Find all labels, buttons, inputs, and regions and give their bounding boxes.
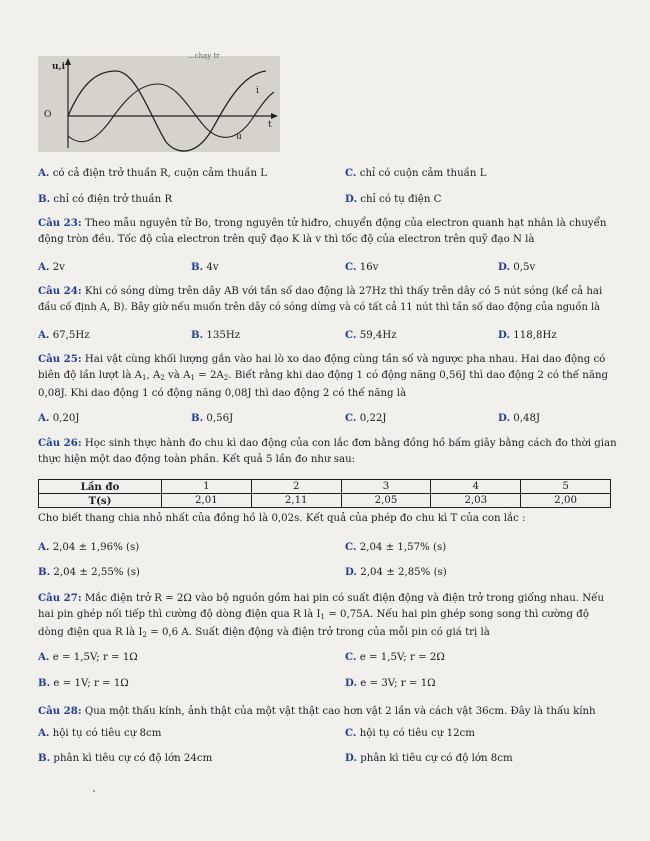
q28-option-a[interactable]: [38, 727, 161, 739]
table-header-cell: Lần đo: [39, 480, 162, 494]
option-letter: D.: [498, 261, 511, 273]
table-cell: 2,00: [521, 494, 611, 508]
option-letter: B.: [38, 193, 51, 205]
q24-option-c[interactable]: [345, 329, 397, 341]
option-text: 0,56J: [206, 413, 234, 424]
question-text: . Biết rằng khi dao động 1 có động năng 0,56J thì dao động 2 có thế năng: [228, 370, 609, 381]
question-text: Hai vật cùng khối lượng gắn vào hai lò xo dao động cùng tần số và ngược pha nhau. Hai dao động có: [84, 354, 606, 365]
option-text: 2,04 ± 1,96% (s): [52, 542, 140, 553]
question-26: [38, 435, 617, 468]
question-number: Câu 23:: [38, 217, 82, 229]
option-text: e = 1V; r = 1Ω: [53, 678, 129, 689]
option-letter: C.: [345, 329, 357, 341]
option-letter: D.: [345, 677, 358, 689]
option-text: e = 1,5V; r = 1Ω: [52, 652, 138, 663]
q25-option-c[interactable]: [345, 412, 387, 424]
option-text: chỉ có tụ điện C: [360, 194, 442, 205]
q23-option-d[interactable]: [498, 261, 535, 273]
option-letter: C.: [345, 541, 357, 553]
question-text: đầu cố định A, B). Bây giờ nếu muốn trên dây có sóng dừng và có tất cả 11 nút thì tần số dao động của nguồn là: [38, 302, 601, 313]
question-text: biên độ lần lượt là A: [38, 370, 143, 381]
question-number: Câu 28:: [38, 705, 82, 717]
q23-option-b[interactable]: [191, 261, 219, 273]
q27-option-c[interactable]: [345, 651, 445, 663]
option-letter: A.: [38, 727, 50, 739]
option-letter: A.: [38, 541, 50, 553]
question-25: [38, 351, 613, 402]
question-text: động tròn đều. Tốc độ của electron trên quỹ đạo K là v thì tốc độ của electron trên quỹ đạo N là: [38, 234, 535, 245]
q26-option-d[interactable]: [345, 566, 447, 578]
question-text: Học sinh thực hành đo chu kì dao động của con lắc đơn bằng đồng hồ bấm giây bằng cách đo thời gian: [84, 438, 617, 449]
option-letter: C.: [345, 727, 357, 739]
question-text: , A: [146, 370, 161, 381]
question-text: = 0,75A. Nếu hai pin ghép song song thì cường độ: [324, 609, 589, 620]
subscript: 2: [142, 631, 147, 639]
option-text: 0,22J: [359, 413, 387, 424]
option-letter: D.: [498, 329, 511, 341]
option-letter: D.: [498, 412, 511, 424]
question-number: Câu 27:: [38, 592, 82, 604]
option-letter: D.: [345, 752, 358, 764]
origin-label: O: [44, 110, 52, 120]
q25-option-d[interactable]: [498, 412, 540, 424]
question-number: Câu 24:: [38, 285, 82, 297]
option-text: 0,48J: [513, 413, 541, 424]
question-text: Mắc điện trở R = 2Ω vào bộ nguồn gồm hai pin có suất điện động và điện trở trong giống nhau. Nếu: [84, 593, 604, 604]
q28-option-b[interactable]: [38, 752, 212, 764]
table-row: [39, 494, 611, 508]
table-cell: 2: [251, 480, 341, 494]
option-letter: A.: [38, 651, 50, 663]
question-text: Qua một thấu kính, ảnh thật của một vật thật cao hơn vật 2 lần và cách vật 36cm. Đây là thấu kính: [84, 706, 596, 717]
question-text: 0,08J. Khi dao động 1 có động năng 0,08J thì dao động 2 có thế năng là: [38, 388, 407, 399]
option-letter: A.: [38, 167, 50, 179]
option-letter: D.: [345, 193, 358, 205]
question-text: Khi có sóng dừng trên dây AB với tần số dao động là 27Hz thì thấy trên dây có 5 nút sóng (kể cả hai: [84, 286, 603, 297]
sine-graph: [38, 56, 280, 152]
option-letter: D.: [345, 566, 358, 578]
q26-option-b[interactable]: [38, 566, 140, 578]
table-cell: 2,01: [162, 494, 252, 508]
q27-option-b[interactable]: [38, 677, 129, 689]
question-text: = 0,6 A. Suất điện động và điện trở trong của mỗi pin có giá trị là: [146, 627, 490, 638]
option-text: chỉ có điện trở thuần R: [53, 194, 173, 205]
table-cell: 2,03: [431, 494, 521, 508]
table-cell: 5: [521, 480, 611, 494]
q24-option-b[interactable]: [191, 329, 240, 341]
y-axis-label: u,i: [52, 62, 66, 72]
table-cell: 3: [341, 480, 431, 494]
table-cell: 2,11: [251, 494, 341, 508]
option-letter: C.: [345, 167, 357, 179]
q26-option-a[interactable]: [38, 541, 139, 553]
option-text: 135Hz: [206, 330, 241, 341]
u-i-graph: [38, 52, 280, 152]
q27-option-d[interactable]: [345, 677, 436, 689]
table-cell: 2,05: [341, 494, 431, 508]
question-23: [38, 215, 613, 248]
question-text: và A: [164, 370, 191, 381]
question-number: Câu 26:: [38, 437, 82, 449]
question-text: hai pin ghép nối tiếp thì cường độ dòng điện qua R là I: [38, 609, 321, 620]
q26-note: Cho biết thang chia nhỏ nhất của đồng hồ là 0,02s. Kết quả của phép đo chu kì T của con lắc :: [38, 513, 526, 524]
table-cell: 1: [162, 480, 252, 494]
measurement-table: [38, 479, 611, 508]
option-text: phân kì tiêu cự có độ lớn 24cm: [53, 753, 213, 764]
option-text: 2v: [52, 262, 65, 273]
q24-option-a[interactable]: [38, 329, 90, 341]
q28-option-c[interactable]: [345, 727, 475, 739]
option-letter: A.: [38, 261, 50, 273]
option-text: 118,8Hz: [513, 330, 557, 341]
option-letter: B.: [38, 752, 51, 764]
curve-i-label: i: [256, 86, 259, 96]
option-text: e = 3V; r = 1Ω: [360, 678, 436, 689]
q23-option-a[interactable]: [38, 261, 65, 273]
q28-option-d[interactable]: [345, 752, 513, 764]
subscript: 1: [320, 613, 325, 621]
q22-option-a[interactable]: [38, 167, 267, 179]
figure-top-caption: ...chạy tr: [188, 52, 220, 60]
option-letter: B.: [191, 261, 204, 273]
subscript: 2: [223, 374, 229, 382]
question-text: Theo mẫu nguyên tử Bo, trong nguyên tử hiđro, chuyển động của electron quanh hạt nhân là chuyển: [84, 218, 607, 229]
option-letter: B.: [38, 566, 51, 578]
option-text: 0,5v: [513, 262, 536, 273]
curve-u-label: u: [236, 132, 242, 142]
option-text: 0,20J: [52, 413, 80, 424]
option-letter: A.: [38, 412, 50, 424]
option-text: 2,04 ± 2,85% (s): [360, 567, 447, 578]
subscript: 1: [190, 374, 195, 382]
option-text: e = 1,5V; r = 2Ω: [359, 652, 445, 663]
option-text: chỉ có cuộn cảm thuần L: [359, 168, 487, 179]
option-text: 67,5Hz: [52, 330, 90, 341]
q23-option-c[interactable]: [345, 261, 378, 273]
option-letter: A.: [38, 329, 50, 341]
q27-option-a[interactable]: [38, 651, 138, 663]
q22-option-c[interactable]: [345, 167, 486, 179]
option-text: 2,04 ± 1,57% (s): [359, 542, 447, 553]
t-axis-label: t: [268, 120, 272, 130]
option-letter: B.: [191, 412, 204, 424]
question-27: [38, 590, 613, 643]
q24-option-d[interactable]: [498, 329, 557, 341]
subscript: 1: [142, 374, 147, 382]
question-number: Câu 25:: [38, 353, 82, 365]
option-letter: B.: [38, 677, 51, 689]
option-text: hội tụ có tiêu cự 12cm: [359, 728, 475, 739]
question-text: = 2A: [194, 370, 224, 381]
question-28: [38, 703, 613, 720]
option-text: 59,4Hz: [359, 330, 397, 341]
option-letter: C.: [345, 412, 357, 424]
q25-option-a[interactable]: [38, 412, 79, 424]
option-text: có cả điện trở thuần R, cuộn cảm thuần L: [52, 168, 268, 179]
option-text: hội tụ có tiêu cự 8cm: [52, 728, 162, 739]
option-text: 2,04 ± 2,55% (s): [53, 567, 140, 578]
q25-option-b[interactable]: [191, 412, 233, 424]
table-header-cell: T(s): [39, 494, 162, 508]
subscript: 2: [160, 374, 165, 382]
question-24: [38, 283, 613, 316]
question-text: dòng điện qua R là I: [38, 627, 143, 638]
table-cell: 4: [431, 480, 521, 494]
table-row: [39, 480, 611, 494]
option-text: 4v: [206, 262, 219, 273]
option-letter: B.: [191, 329, 204, 341]
q22-option-b[interactable]: [38, 193, 172, 205]
q26-option-c[interactable]: [345, 541, 446, 553]
question-text: thực hiện một dao động toàn phần. Kết quả 5 lần đo như sau:: [38, 454, 356, 465]
option-letter: C.: [345, 261, 357, 273]
option-letter: C.: [345, 651, 357, 663]
q22-option-d[interactable]: [345, 193, 441, 205]
stray-dot: [93, 790, 95, 792]
option-text: phân kì tiêu cự có độ lớn 8cm: [360, 753, 513, 764]
option-text: 16v: [359, 262, 379, 273]
